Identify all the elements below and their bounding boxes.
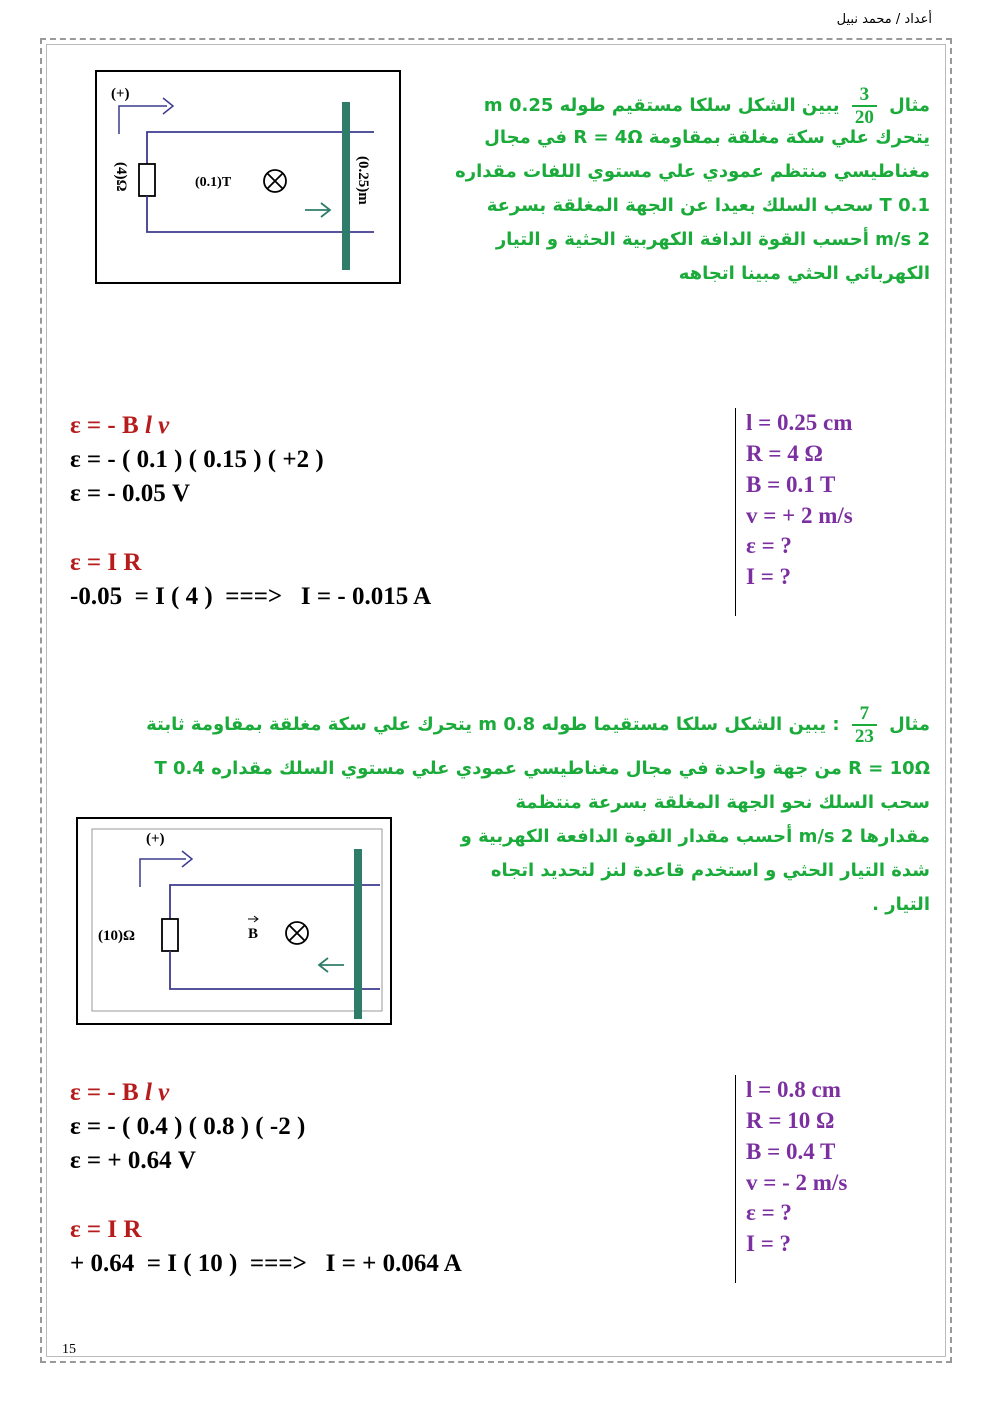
example1-line4: 0.1 T سحب السلك بعيدا عن الجهة المغلقة بسرعة [486, 195, 930, 216]
given2-resistance: R = 10 Ω [746, 1108, 835, 1133]
circuit-svg-1 [97, 72, 399, 282]
example1-line1: مثال $\frac{3}{20}$ يبين الشكل سلكا مستقيم طوله 0.25 m [483, 84, 930, 128]
plus-label: (+) [111, 86, 130, 102]
circuit-diagram-1 [95, 70, 401, 284]
example2-number: $\frac{7}{23}$ [852, 703, 877, 747]
given2-length: l = 0.8 cm [746, 1077, 841, 1102]
sol1-current-result: -0.05 = I ( 4 ) ===> I = - 0.015 A [70, 583, 432, 610]
example2-line4: مقدارها 2 m/s أحسب مقدار القوة الدافعة الكهربية و [460, 826, 930, 847]
given1-current-unknown: I = ? [746, 564, 792, 589]
given1-velocity: v = + 2 m/s [746, 503, 853, 528]
resistor-label: (10)Ω [98, 928, 136, 944]
example1-line3: مغناطيسي منتظم عمودي علي مستوي اللفات مقداره [455, 161, 930, 182]
moving-rod [342, 102, 350, 270]
example1-line6: الكهربائي الحثي مبينا اتجاهه [678, 263, 930, 284]
circuit-diagram-2 [76, 817, 392, 1025]
circuit-svg-2 [78, 819, 390, 1023]
resistor-label: (4)Ω [113, 162, 129, 192]
sol2-emf-result: ε = + 0.64 V [70, 1147, 196, 1174]
sol1-formula: ε = - B l v [70, 412, 170, 439]
moving-rod [354, 849, 362, 1019]
sol2-substitution: ε = - ( 0.4 ) ( 0.8 ) ( -2 ) [70, 1113, 306, 1140]
example2-line3: سحب السلك نحو الجهة المغلقة بسرعة منتظمة [515, 792, 930, 813]
given1-emf-unknown: ε = ? [746, 533, 792, 558]
example1-line5: 2 m/s أحسب القوة الدافة الكهربية الحثية و التيار [495, 229, 930, 250]
example2-line6: التيار . [872, 894, 930, 915]
example2-line5: شدة التيار الحثي و استخدم قاعدة لنز لتحديد اتجاه [490, 860, 930, 881]
given2-emf-unknown: ε = ? [746, 1200, 792, 1225]
field-label: (0.1)T [195, 175, 232, 190]
author-header: أعداد / محمد نبيل [836, 12, 932, 27]
given1-field: B = 0.1 T [746, 472, 836, 497]
sol2-formula: ε = - B l v [70, 1079, 170, 1106]
given2-current-unknown: I = ? [746, 1231, 792, 1256]
example2-line2: R = 10Ω من جهة واحدة في مجال مغناطيسي عمودي علي مستوي السلك مقداره 0.4 T [154, 758, 930, 779]
sol1-substitution: ε = - ( 0.1 ) ( 0.15 ) ( +2 ) [70, 446, 324, 473]
example2-label: مثال [889, 714, 930, 735]
resistor [162, 919, 178, 951]
given2-velocity: v = - 2 m/s [746, 1170, 848, 1195]
given1-resistance: R = 4 Ω [746, 441, 823, 466]
given1-length: l = 0.25 cm [746, 410, 853, 435]
given-divider-1 [735, 408, 736, 616]
page-number: 15 [62, 1342, 76, 1357]
example1-number: $\frac{3}{20}$ [852, 84, 877, 128]
plus-label: (+) [146, 831, 165, 847]
given-divider-2 [735, 1075, 736, 1283]
example1-line2: يتحرك علي سكة مغلقة بمقاومة R = 4Ω في مجال [484, 127, 930, 148]
sol2-ohm-formula: ε = I R [70, 1216, 142, 1243]
field-label: B [248, 926, 259, 942]
given2-field: B = 0.4 T [746, 1139, 836, 1164]
rod-length-label: (0.25)m [355, 156, 371, 205]
current-arrow-line [119, 106, 167, 134]
example1-label: مثال [889, 95, 930, 116]
resistor [139, 164, 155, 196]
sol1-ohm-formula: ε = I R [70, 549, 142, 576]
sol1-emf-result: ε = - 0.05 V [70, 480, 191, 507]
example2-line1: مثال $\frac{7}{23}$ : يبين الشكل سلكا مستقيما طوله 0.8 m يتحرك علي سكة مغلقة بمقاومة ثابتة [146, 703, 930, 747]
sol2-current-result: + 0.64 = I ( 10 ) ===> I = + 0.064 A [70, 1250, 462, 1277]
